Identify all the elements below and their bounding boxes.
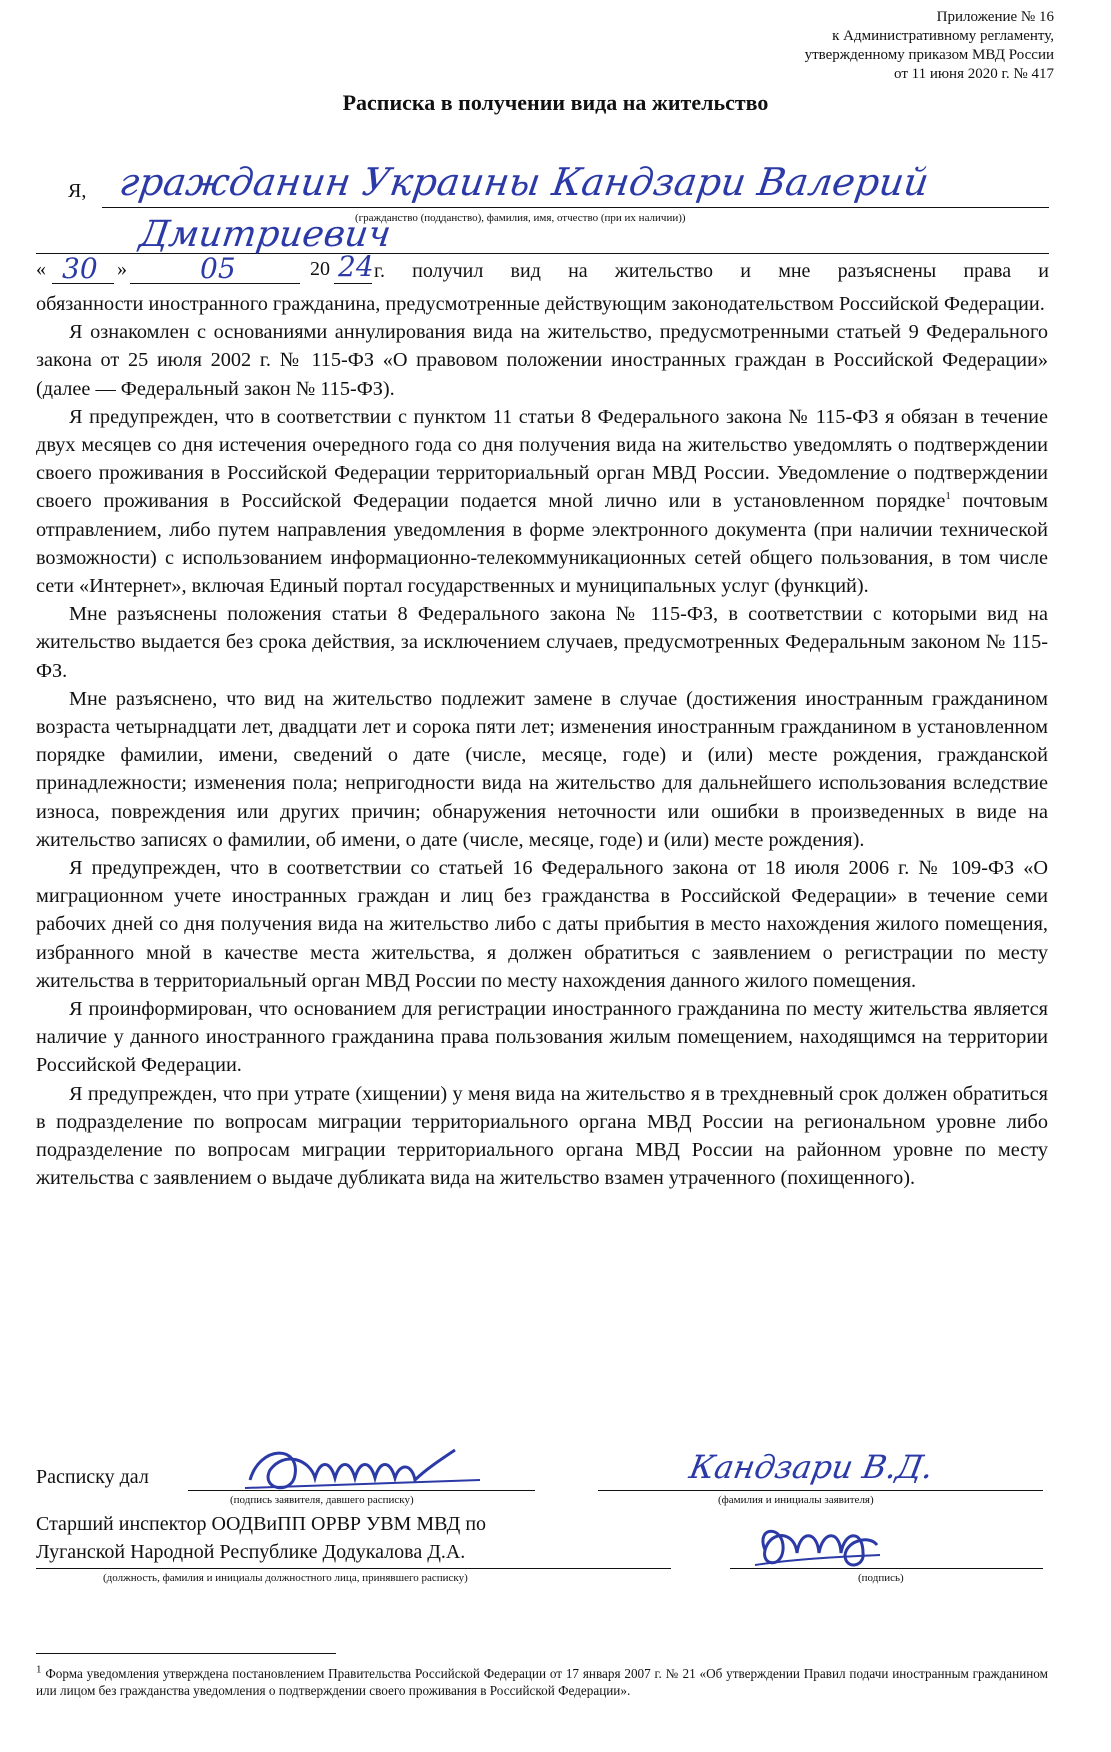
applicant-handwritten-patronymic: Дмитриевич <box>137 214 394 255</box>
applicant-handwritten-name: гражданин Украины Кандзари Валерий <box>116 160 932 204</box>
attachment-line-4: от 11 июня 2020 г. № 417 <box>894 66 1054 82</box>
date-year-line <box>334 283 372 284</box>
attachment-line-1: Приложение № 16 <box>936 9 1054 25</box>
date-open-quote: « <box>36 258 46 280</box>
applicant-signature-caption: (подпись заявителя, давшего расписку) <box>230 1494 414 1506</box>
date-year-suffix: 24 <box>338 250 374 283</box>
footnote <box>36 1665 1048 1699</box>
paragraph-loss: Я предупрежден, что при утрате (хищении) у меня вида на жительство я в трехдневный срок должен обратиться в подразделение по вопросам миграции территориального органа МВД России на региональном уровне либо подразделение по вопросам миграции территориального органа МВД России на районном уровне по месту жительства с заявлением о выдаче дубликата вида на жительство взамен утраченного (похищенного). <box>36 1082 1048 1190</box>
applicant-caption: (гражданство (подданство), фамилия, имя, отчество (при их наличии)) <box>355 212 686 224</box>
officer-line <box>36 1568 671 1569</box>
officer-position-line-1: Старший инспектор ООДВиПП ОРВР УВМ МВД по <box>36 1513 487 1535</box>
date-continuation: г. получил вид на жительство и мне разъяснены права и <box>374 260 1049 282</box>
paragraph-annulment: Я ознакомлен с основаниями аннулирования вида на жительство, предусмотренными статьей 9 Федерального закона от 25 июля 2002 г. № 115-ФЗ «О правовом положении иностранных граждан в Российской Федерации» (далее — Федеральный закон № 115-ФЗ). <box>36 321 1048 400</box>
officer-signature-caption: (подпись) <box>858 1572 904 1584</box>
attachment-header <box>805 8 1054 84</box>
footnote-marker-ref: 1 <box>945 490 951 503</box>
paragraph-notification <box>36 403 1048 600</box>
applicant-name-line <box>102 207 1049 208</box>
footnote-marker: 1 <box>36 1663 42 1676</box>
date-close-quote: » <box>117 258 127 280</box>
paragraph-registration: Я предупрежден, что в соответствии со статьей 16 Федерального закона от 18 июля 2006 г. № 109-ФЗ «О миграционном учете иностранных граждан и лиц без гражданства в Российской Федерации» в течение семи рабочих дней со дня получения вида на жительство либо с даты прибытия в место нахождения жилого помещения, избранного мной в качестве места жительства, я должен обратиться с заявлением о регистрации по месту жительства в территориальный орган МВД России по месту нахождения данного жилого помещения. <box>36 857 1048 992</box>
receipt-label: Расписку дал <box>36 1466 149 1488</box>
applicant-prefix: Я, <box>68 180 87 202</box>
applicant-signature <box>240 1440 490 1500</box>
attachment-line-2: к Административному регламенту, <box>832 28 1054 44</box>
paragraph-replacement: Мне разъяснено, что вид на жительство подлежит замене в случае (достижения иностранным гражданином возраста четырнадцати лет, двадцати лет и сорока пяти лет; изменения иностранным гражданином в установленном порядке фамилии, имени, сведений о дате (числе, месяце, годе) и (или) месте рождения, гражданской принадлежности; изменения пола; непригодности вида на жительство для дальнейшего использования вследствие износа, повреждения или других причин; обнаружения неточности или ошибки в произведенных в виде на жительство записях о фамилии, об имени, о дате (числе, месяце, годе) и (или) месте рождения). <box>36 687 1048 851</box>
attachment-line-3: утвержденному приказом МВД России <box>804 47 1054 63</box>
officer-position-line-2: Луганской Народной Республике Додукалова Д.А. <box>36 1541 466 1563</box>
officer-caption: (должность, фамилия и инициалы должностного лица, принявшего расписку) <box>103 1572 468 1584</box>
paragraph-registration-basis: Я проинформирован, что основанием для регистрации иностранного гражданина по месту жительства является наличие у данного иностранного гражданина права пользования жилым помещением, находящимся на территории Российской Федерации. <box>36 998 1048 1077</box>
applicant-name-caption: (фамилия и инициалы заявителя) <box>718 1494 874 1506</box>
paragraph-rights: обязанности иностранного гражданина, предусмотренные действующим законодательством Российской Федерации. <box>36 293 1045 315</box>
date-year-prefix: 20 <box>310 258 330 280</box>
paragraph-validity: Мне разъяснены положения статьи 8 Федерального закона № 115-ФЗ, в соответствии с которыми вид на жительство выдается без срока действия, за исключением случаев, предусмотренных Федеральным законом № 115-ФЗ. <box>36 603 1048 682</box>
footnote-divider <box>36 1653 336 1654</box>
paragraph-notification-part-a: Я предупрежден, что в соответствии с пунктом 11 статьи 8 Федерального закона № 115-ФЗ я обязан в течение двух месяцев со дня истечения очередного года со дня получения вида на жительство уведомлять о подтверждении своего проживания в Российской Федерации территориальный орган МВД России. Уведомление о подтверждении своего проживания в Российской Федерации подается мной лично или в установленном порядке <box>36 405 1048 513</box>
date-month: 05 <box>200 252 236 285</box>
document-body <box>36 290 1048 1193</box>
applicant-name-handwritten: Кандзари В.Д. <box>686 1448 937 1486</box>
date-day: 30 <box>62 252 98 285</box>
officer-signature <box>745 1515 885 1577</box>
footnote-text: Форма уведомления утверждена постановлением Правительства Российской Федерации от 17 января 2007 г. № 21 «Об утверждении Правил подачи иностранным гражданином или лицом без гражданства уведомления о подтверждении своего проживания в Российской Федерации». <box>36 1666 1048 1698</box>
document-title: Расписка в получении вида на жительство <box>342 90 769 115</box>
paragraph-notification-part-b: почтовым отправлением, либо путем направления уведомления в форме электронного документа (при наличии технической возможности) с использованием информационно-телекоммуникационных сетей общего пользования, в том числе сети «Интернет», включая Единый портал государственных и муниципальных услуг (функций). <box>36 490 1049 598</box>
applicant-name-sign-line <box>598 1490 1043 1491</box>
